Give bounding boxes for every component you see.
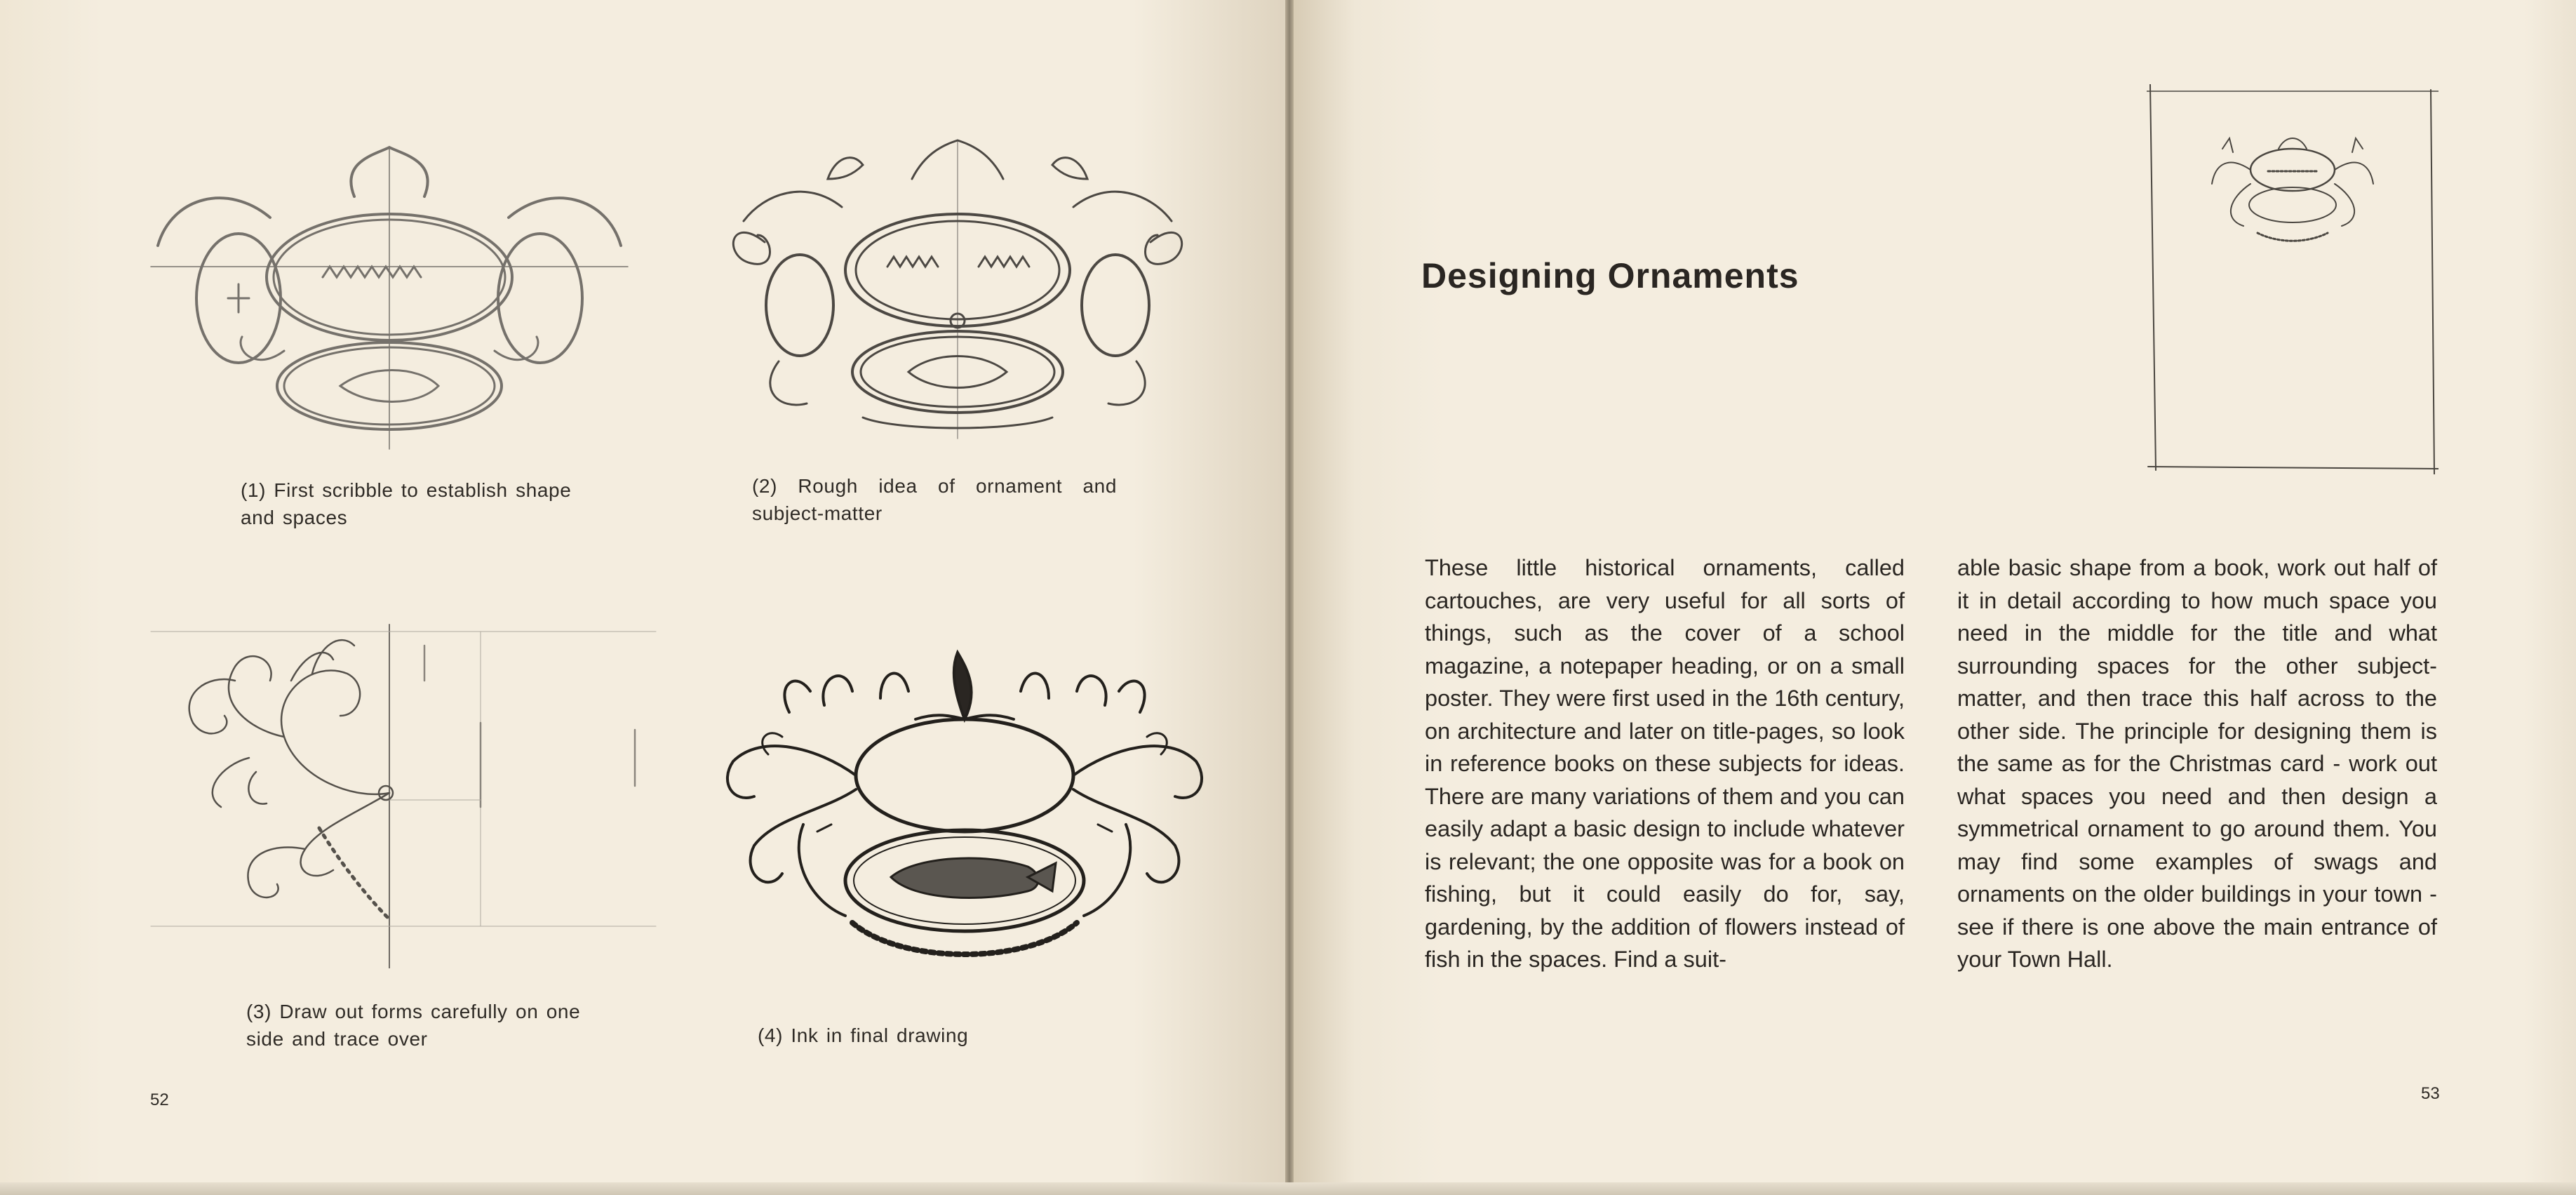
figure-4-caption: (4) Ink in final drawing	[758, 1024, 969, 1046]
figure-2-rough-ornament	[702, 137, 1214, 446]
book-bottom-edge	[0, 1182, 2576, 1195]
page-title: Designing Ornaments	[1421, 256, 1799, 295]
page-number-right: 53	[2421, 1084, 2440, 1103]
thumbnail-cover-sketch	[2147, 84, 2439, 474]
body-paragraph-1: These little historical ornaments, called cartouches, are very useful for all sorts of things, such as the cover of a school magazine, a notepaper heading, or on a small poster. They were first used in the 16th century, on architecture and later on title-pages, so look in reference books on these subjects for ideas. There are many variations of them and you can easily adapt a basic design to include whatever is relevant; the one opposite was for a book on fishing, but it could easily do for, say, gardening, by the addition of flowers instead of fish in the spaces. Find a suit-	[1425, 555, 1905, 972]
figure-3-caption: (3) Draw out forms carefully on one side and trace over	[246, 1001, 581, 1050]
figure-1-scribble-sketch	[144, 140, 635, 456]
body-text-column-1	[1425, 552, 1905, 976]
figure-1-caption: (1) First scribble to establish shape and spaces	[241, 479, 572, 528]
figure-4-inked-ornament	[705, 649, 1224, 972]
page-number-left: 52	[150, 1090, 169, 1109]
figure-3-half-drawing	[144, 617, 663, 968]
body-paragraph-2: able basic shape from a book, work out half of it in detail according to how much space you need in the middle for the title and what surrounding spaces for the other subject-matter, and then trace this half across to the other side. The principle for designing them is the same as for the Christmas card - work out what spaces you need and then design a symmetrical ornament to go around them. You may find some examples of swags and ornaments on the older buildings in your town - see if there is one above the main entrance of your Town Hall.	[1957, 555, 2437, 972]
figure-2-caption: (2) Rough idea of ornament and subject-matter	[752, 475, 1117, 524]
body-text-column-2	[1957, 552, 2437, 976]
book-gutter	[1285, 0, 1294, 1195]
